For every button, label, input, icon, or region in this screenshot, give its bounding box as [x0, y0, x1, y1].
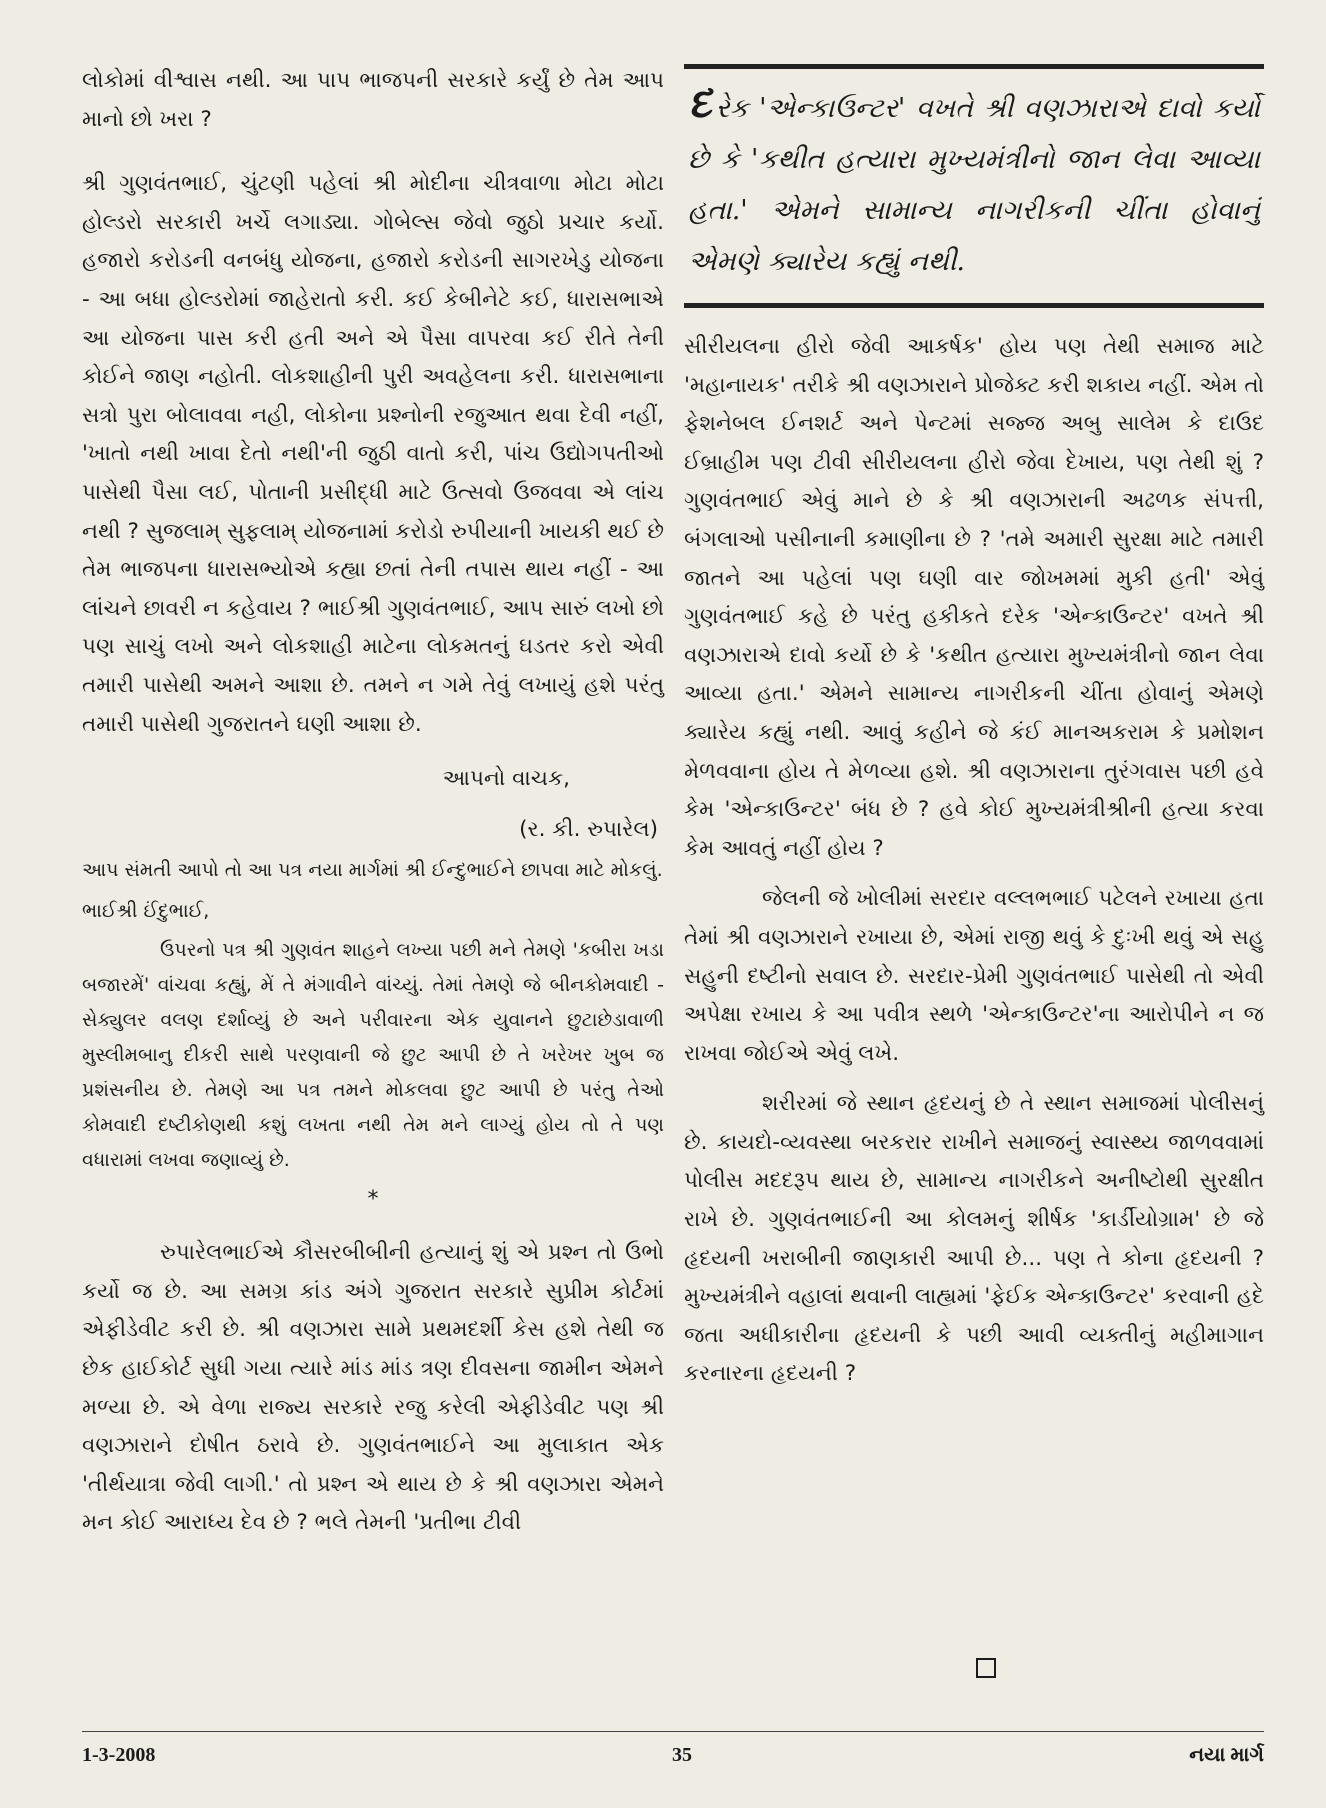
letter-closing: આપનો વાચક, [442, 766, 570, 792]
note-paragraph-1: આપ સંમતી આપો તો આ પત્ર નયા માર્ગમાં શ્રી ઈન્દુભાઈને છાપવા માટે મોકલું. [82, 859, 663, 882]
article-paragraph-right-1: સીરીયલના હીરો જેવી આકર્ષક' હોય પણ તેથી સમાજ માટે 'મહાનાયક' તરીકે શ્રી વણઝારાને પ્રોજેક્ટ કરી શકાય નહીં. એમ તો ફેશનેબલ ઈનશર્ટ અને પેન્ટમાં સજ્જ અબુ સાલેમ કે દાઉદ ઈબ્રાહીમ પણ ટીવી સીરીયલના હીરો જેવા દેખાય, પણ તેથી શું ? ગુણવંતભાઈ એવું માને છે કે શ્રી વણઝારાની અઢળક સંપત્તી, બંગલાઓ પસીનાની કમાણીના છે ? 'તમે અમારી સુરક્ષા માટે તમારી જાતને આ પહેલાં પણ ઘણી વાર જોખમમાં મુકી હતી' એવું ગુણવંતભાઈ કહે છે પરંતુ હકીકતે દરેક 'એન્કાઉન્ટર' વખતે શ્રી વણઝારાએ દાવો કર્યો છે કે 'કથીત હત્યારા મુખ્યમંત્રીનો જાન લેવા આવ્યા હતા.' એમને સામાન્ય નાગરીકની ચીંતા હોવાનું એમણે ક્યારેય કહ્યું નથી. આવું કહીને જે કંઈ માનઅકરામ કે પ્રમોશન મેળવવાના હોય તે મેળવ્યા હશે. શ્રી વણઝારાના તુરંગવાસ પછી હવે કેમ 'એન્કાઉન્ટર' બંધ છે ? હવે કોઈ મુખ્યમંત્રીશ્રીની હત્યા કરવા કેમ આવતું નહીં હોય ? [684, 334, 1264, 861]
end-of-article-box-icon [976, 1658, 996, 1678]
pull-quote-dropcap: દ [688, 78, 712, 127]
page-number: 35 [672, 1744, 692, 1766]
left-column [82, 62, 664, 1543]
article-paragraph-left: રુપારેલભાઈએ કૌસરબીબીની હત્યાનું શું એ પ્રશ્ન તો ઉભો કર્યો જ છે. આ સમગ્ર કાંડ અંગે ગુજરાત સરકારે સુપ્રીમ કોર્ટમાં એફીડેવીટ કરી છે. શ્રી વણઝારા સામે પ્રથમદર્શી કેસ હશે તેથી જ છેક હાઈકોર્ટ સુધી ગયા ત્યારે માંડ માંડ ત્રણ દીવસના જામીન એમને મળ્યા છે. એ વેળા રાજ્ય સરકારે રજુ કરેલી એફીડેવીટ પણ શ્રી વણઝારાને દોષીત ઠરાવે છે. ગુણવંતભાઈને આ મુલાકાત એક 'તીર્થયાત્રા જેવી લાગી.' તો પ્રશ્ન એ થાય છે કે શ્રી વણઝારા એમને મન કોઈ આરાધ્ય દેવ છે ? ભલે તેમની 'પ્રતીભા ટીવી [82, 1240, 664, 1536]
magazine-name: નયા માર્ગ [1189, 1744, 1264, 1766]
article-paragraph-right-2: જેલની જે ખોલીમાં સરદાર વલ્લભભાઈ પટેલને રખાયા હતા તેમાં શ્રી વણઝારાને રખાયા છે, એમાં રાજી થવું કે દુઃખી થવું એ સહુ સહુની દષ્ટીનો સવાલ છે. સરદાર-પ્રેમી ગુણવંતભાઈ પાસેથી તો એવી અપેક્ષા રખાય કે આ પવીત્ર સ્થળે 'એન્કાઉન્ટર'ના આરોપીને ન જ રાખવા જોઈએ એવું લખે. [684, 886, 1264, 1066]
letter-paragraph-1: લોકોમાં વીશ્વાસ નથી. આ પાપ ભાજપની સરકારે કર્યું છે તેમ આપ માનો છો ખરા ? [82, 68, 664, 132]
letter-signature: (ર. કી. રુપારેલ) [519, 816, 658, 842]
note-paragraph-2: ઉપરનો પત્ર શ્રી ગુણવંત શાહને લખ્યા પછી મને તેમણે 'કબીરા ખડા બજારમેં' વાંચવા કહ્યું, મેં તે મંગાવીને વાંચ્યું. તેમાં તેમણે જે બીનકોમવાદી - સેક્યુલર વલણ દર્શાવ્યું છે અને પરીવારના એક યુવાનને છુટાછેડાવાળી મુસ્લીમબાનુ દીકરી સાથે પરણવાની જે છુટ આપી છે તે ખરેખર ખુબ જ પ્રશંસનીય છે. તેમણે આ પત્ર તમને મોકલવા છુટ આપી છે પરંતુ તેઓ કોમવાદી દષ્ટીકોણથી કશું લખતા નથી તેમ મને લાગ્યું હોય તો તે પણ વધારામાં લખવા જણાવ્યું છે. [82, 939, 664, 1172]
letter-paragraph-2: શ્રી ગુણવંતભાઈ, ચુંટણી પહેલાં શ્રી મોદીના ચીત્રવાળા મોટા મોટા હોલ્ડરો સરકારી ખર્ચે લગાડ્યા. ગોબેલ્સ જેવો જુઠો પ્રચાર કર્યો. હજારો કરોડની વનબંધુ યોજના, હજારો કરોડની સાગરખેડુ યોજના - આ બધા હોલ્ડરોમાં જાહેરાતો કરી. કઈ કેબીનેટે કઈ, ધારાસભાએ આ યોજના પાસ કરી હતી અને એ પૈસા વાપરવા કઈ રીતે તેની કોઈને જાણ નહોતી. લોકશાહીની પુરી અવહેલના કરી. ધારાસભાના સત્રો પુરા બોલાવવા નહી, લોકોના પ્રશ્નોની રજુઆત થવા દેવી નહીં, 'ખાતો નથી ખાવા દેતો નથી'ની જુઠી વાતો કરી, પાંચ ઉદ્યોગપતીઓ પાસેથી પૈસા લઈ, પોતાની પ્રસીદ્ધી માટે ઉત્સવો ઉજવવા એ લાંચ નથી ? સુજલામ્ સુફલામ્ યોજનામાં કરોડો રુપીયાની ખાયકી થઈ છે તેમ ભાજપના ધારાસભ્યોએ કહ્યા છતાં તેની તપાસ થાય નહીં - આ લાંચને છાવરી ન કહેવાય ? ભાઈશ્રી ગુણવંતભાઈ, આપ સારું લખો છો પણ સાચું લખો અને લોકશાહી માટેના લોકમતનું ઘડતર કરો એવી તમારી પાસેથી અમને આશા છે. તમને ન ગમે તેવું લખાયું હશે પરંતુ તમારી પાસેથી ગુજરાતને ઘણી આશા છે. [82, 171, 664, 737]
article-paragraph-right-3: શરીરમાં જે સ્થાન હૃદયનું છે તે સ્થાન સમાજમાં પોલીસનું છે. કાયદો-વ્યવસ્થા બરકરાર રાખીને સમાજનું સ્વાસ્થ્ય જાળવવામાં પોલીસ મદદરૂપ થાય છે, સામાન્ય નાગરીકને અનીષ્ટોથી સુરક્ષીત રાખે છે. ગુણવંતભાઈની આ કોલમનું શીર્ષક 'કાર્ડીયોગ્રામ' છે જે હૃદયની ખરાબીની જાણકારી આપી છે... પણ તે કોના હૃદયની ? મુખ્યમંત્રીને વહાલાં થવાની લાહ્યમાં 'ફેઈક એન્કાઉન્ટર' કરવાની હદે જતા અધીકારીના હૃદયની કે પછી આવી વ્યક્તીનું મહીમાગાન કરનારના હૃદયની ? [684, 1091, 1264, 1387]
page-footer [82, 1731, 1264, 1772]
footer-date: 1-3-2008 [82, 1744, 156, 1766]
right-column [684, 64, 1264, 1394]
pull-quote [684, 64, 1264, 308]
section-separator: * [367, 1187, 379, 1213]
note-salutation: ભાઈશ્રી ઈંદુભાઈ, [82, 900, 210, 923]
pull-quote-text: રેક 'એન્કાઉન્ટર' વખતે શ્રી વણઝારાએ દાવો કર્યો છે કે 'કથીત હત્યારા મુખ્યમંત્રીનો જાન લેવા આવ્યા હતા.' એમને સામાન્ય નાગરીકની ચીંતા હોવાનું એમણે ક્યારેય કહ્યું નથી. [688, 93, 1260, 277]
